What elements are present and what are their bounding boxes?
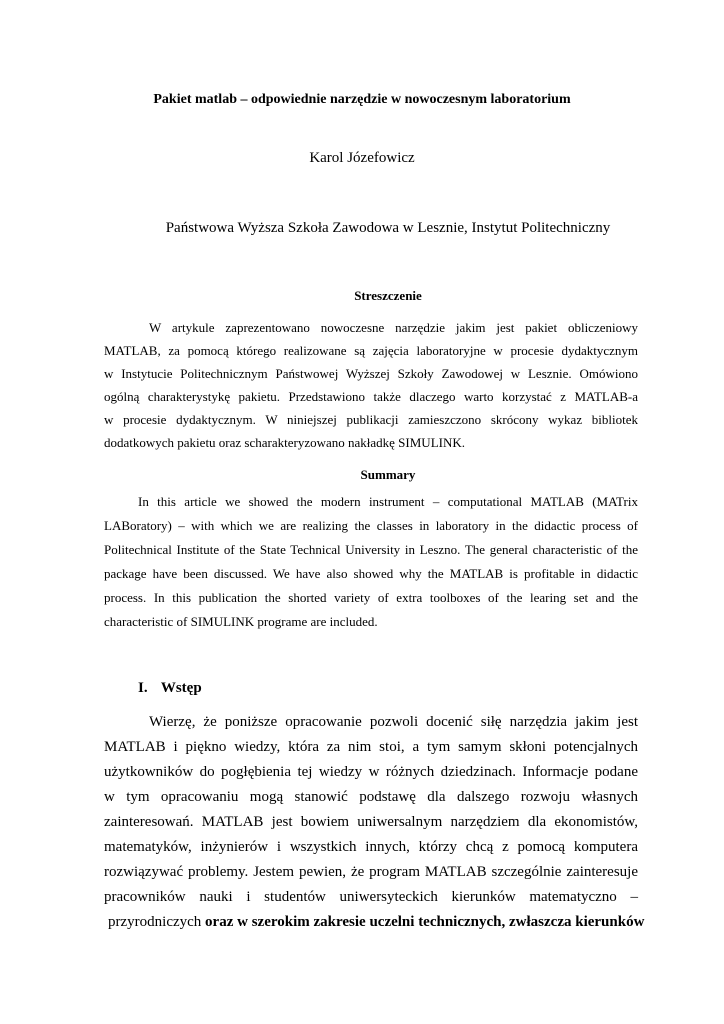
- paper-title: Pakiet matlab – odpowiednie narzędzie w nowoczesnym laboratorium: [153, 92, 571, 107]
- abstract-pl-line: ogólną charakterystykę pakietu. Przedstawiono także dlaczego warto korzystać z MATLAB-a: [104, 389, 638, 404]
- abstract-pl-line: w Instytucie Politechnicznym Państwowej Wyższej Szkoły Zawodowej w Lesznie. Omówiono: [104, 366, 638, 381]
- abstract-pl-line: W artykule zaprezentowano nowoczesne narzędzie jakim jest pakiet obliczeniowy: [149, 320, 638, 335]
- body-line: rozwiązywać problemy. Jestem pewien, że program MATLAB szczególnie zainteresuje: [104, 864, 638, 880]
- affiliation: Państwowa Wyższa Szkoła Zawodowa w Lesznie, Instytut Politechniczny: [165, 220, 611, 236]
- body-line: w tym opracowaniu mogą stanowić podstawę dla dalszego rozwoju własnych: [104, 789, 638, 805]
- section-title: Wstęp: [160, 680, 202, 696]
- abstract-en-line: characteristic of SIMULINK programe are included.: [104, 614, 378, 629]
- section-number: I.: [138, 680, 148, 696]
- body-line: pracowników nauki i studentów uniwersyteckich kierunków matematyczno –: [104, 889, 638, 905]
- body-line: MATLAB i piękno wiedzy, która za nim stoi, a tym samym skłoni potencjalnych: [104, 739, 638, 755]
- abstract-pl-line: MATLAB, za pomocą którego realizowane są zajęcia laboratoryjne w procesie dydaktycznym: [104, 343, 638, 358]
- body-line: użytkowników do pogłębienia tej wiedzy w różnych dziedzinach. Informacje podane: [104, 764, 638, 780]
- body-line: matematyków, inżynierów i wszystkich innych, którzy chcą z pomocą komputera: [104, 839, 638, 855]
- body-line: Wierzę, że poniższe opracowanie pozwoli docenić siłę narzędzia jakim jest: [149, 714, 638, 730]
- abstract-pl-line: dodatkowych pakietu oraz scharakteryzowano nakładkę SIMULINK.: [104, 435, 465, 450]
- body-line-bold-part: oraz w szerokim zakresie uczelni technicznych, zwłaszcza kierunków: [205, 914, 645, 930]
- abstract-pl-heading: Streszczenie: [354, 288, 422, 303]
- body-line: zainteresowań. MATLAB jest bowiem uniwersalnym narzędziem dla ekonomistów,: [104, 814, 638, 830]
- abstract-en-line: process. In this publication the shorted variety of extra toolboxes of the learing set and the: [104, 590, 638, 605]
- section-heading: [138, 680, 202, 697]
- body-line-normal-part: przyrodniczych: [108, 914, 202, 930]
- body-line-mixed: [108, 914, 645, 934]
- abstract-en-line: package have been discussed. We have also showed why the MATLAB is profitable in didactic: [104, 566, 638, 581]
- abstract-en-line: In this article we showed the modern instrument – computational MATLAB (MATrix: [138, 494, 638, 509]
- abstract-en-line: Politechnical Institute of the State Technical University in Leszno. The general characteristic of the: [104, 542, 638, 557]
- abstract-en-line: LABoratory) – with which we are realizing the classes in laboratory in the didactic process of: [104, 518, 638, 533]
- abstract-pl-line: w procesie dydaktycznym. W niniejszej publikacji zamieszczono skrócony wykaz bibliotek: [104, 412, 638, 427]
- abstract-en-heading: Summary: [360, 467, 416, 482]
- author-name: Karol Józefowicz: [309, 150, 415, 166]
